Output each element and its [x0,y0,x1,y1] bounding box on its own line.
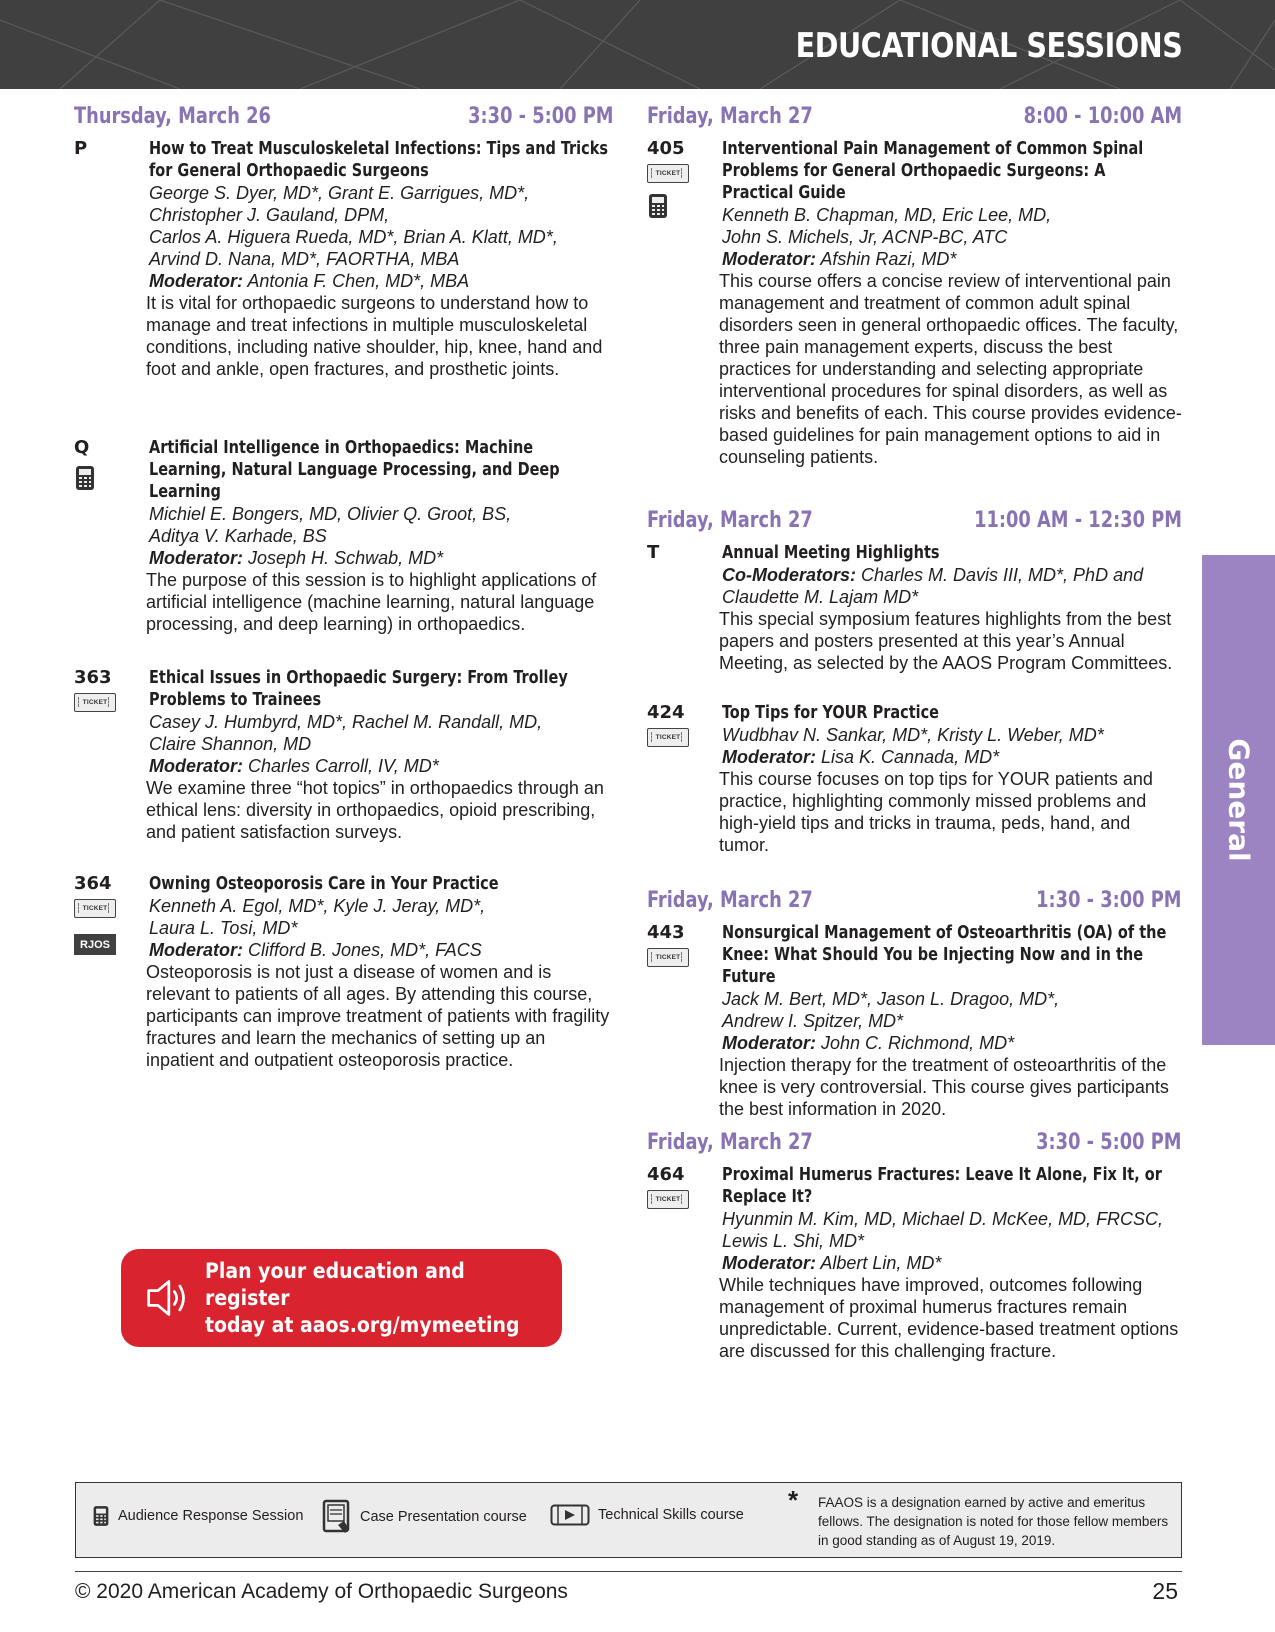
moderator-name: Lisa K. Cannada, MD* [821,747,1000,767]
session-t [647,542,1182,702]
section-side-tab [1202,555,1275,1045]
session-443 [647,922,1182,1130]
moderator-name: Albert Lin, MD* [820,1253,942,1273]
day-label: Friday, March 27 [647,1130,813,1155]
legend-audience-response [92,1504,303,1528]
moderator-label: Co-Moderators: [722,565,856,585]
faculty-line: Casey J. Humbyrd, MD*, Rachel M. Randall, MD, [149,712,543,732]
ticket-icon [647,948,689,967]
footer-divider [75,1571,1182,1572]
faculty-line: Jack M. Bert, MD*, Jason L. Dragoo, MD*, [722,989,1060,1009]
session-badges [647,1190,689,1209]
moderator-line [149,755,614,777]
register-line-1: Plan your education and register [204,1258,465,1310]
session-code: 424 [647,702,685,723]
legend-label: Audience Response Session [118,1508,304,1524]
session-title: How to Treat Musculoskeletal Infections: Tips and Tricks for General Orthopaedic Surgeons [149,139,608,181]
faculty-line: John S. Michels, Jr, ACNP-BC, ATC [722,227,1008,247]
faculty-line: Michiel E. Bongers, MD, Olivier Q. Groot, BS, [149,504,512,524]
moderator-label: Moderator: [149,271,243,291]
faculty-line: Christopher J. Gauland, DPM, [149,205,390,225]
day-label: Friday, March 27 [647,104,813,129]
faculty-line: Andrew I. Spitzer, MD* [722,1011,904,1031]
moderator-line [722,1252,1182,1274]
session-description: It is vital for orthopaedic surgeons to understand how to manage and treat infections in multiple musculoskeletal conditions, including native shoulder, hip, knee, hand and foot and ankle, open fractures, and prosthetic joints. [146,293,603,379]
session-title: Top Tips for YOUR Practice [722,703,940,723]
day-header [647,888,1182,922]
time-label: 11:00 AM - 12:30 PM [974,508,1182,533]
moderator-label: Moderator: [722,249,816,269]
ticket-label: TICKET [655,954,681,961]
copyright: © 2020 American Academy of Orthopaedic Surgeons [75,1580,568,1603]
session-description: We examine three “hot topics” in orthopaedics through an ethical lens: diversity in orthopaedics, opioid prescribing, and patient satisfaction surveys. [146,778,604,842]
session-title: Ethical Issues in Orthopaedic Surgery: From Trolley Problems to Trainees [149,668,568,710]
register-line-2: today at aaos.org/mymeeting [204,1312,520,1337]
moderator-label: Moderator: [722,1253,816,1273]
ticket-label: TICKET [655,170,681,177]
icon-legend [75,1482,1182,1558]
session-title: Annual Meeting Highlights [722,543,940,563]
legend-label: Technical Skills course [598,1507,744,1523]
moderator-name: Charles Carroll, IV, MD* [248,756,439,776]
day-label: Friday, March 27 [647,888,813,913]
session-code: 443 [647,922,685,943]
register-text [205,1258,527,1339]
moderator-name: John C. Richmond, MD* [821,1033,1015,1053]
faculty-line: George S. Dyer, MD*, Grant E. Garrigues, MD*, [149,183,530,203]
moderator-name: Clifford B. Jones, MD*, FACS [248,940,482,960]
rjos-badge: RJOS [74,934,116,955]
day-header [74,104,614,138]
moderator-line [722,248,1182,270]
session-badges [74,465,96,491]
session-badges [647,164,689,219]
right-column [647,104,1182,1362]
speaker-icon [145,1273,193,1323]
moderator-name: Joseph H. Schwab, MD* [248,548,444,568]
moderator-name: Afshin Razi, MD* [820,249,957,269]
ticket-icon [74,693,116,712]
session-424 [647,702,1182,888]
time-label: 3:30 - 5:00 PM [468,104,614,129]
session-code: P [74,138,88,159]
time-label: 1:30 - 3:00 PM [1036,888,1182,913]
session-description: This special symposium features highlights from the best papers and posters presented at this year’s Annual Meeting, as selected by the AAOS Program Committees. [719,609,1173,673]
session-title: Owning Osteoporosis Care in Your Practice [149,874,499,894]
page-header [0,0,1275,89]
session-364 [74,873,614,1071]
legend-label: Case Presentation course [360,1509,527,1525]
faculty-line: Lewis L. Shi, MD* [722,1231,865,1251]
moderator-line [722,746,1182,768]
session-405 [647,138,1182,508]
faculty-line: Carlos A. Higuera Rueda, MD*, Brian A. Klatt, MD*, [149,227,558,247]
ticket-label: TICKET [655,734,681,741]
faaos-note [788,1485,1178,1550]
ticket-label: TICKET [82,905,108,912]
page-number: 25 [1152,1578,1178,1604]
session-code: 363 [74,667,112,688]
faculty-line: Kenneth B. Chapman, MD, Eric Lee, MD, [722,205,1052,225]
faculty-line: Kenneth A. Egol, MD*, Kyle J. Jeray, MD*, [149,896,486,916]
moderator-label: Moderator: [149,756,243,776]
faculty-line: Aditya V. Karhade, BS [149,526,327,546]
session-description: The purpose of this session is to highlight applications of artificial intelligence (machine learning, natural language processing, and deep learning) in orthopaedics. [146,570,597,634]
session-code: T [647,542,660,563]
moderator-line [722,1032,1182,1054]
session-title: Nonsurgical Management of Osteoarthritis (OA) of the Knee: What Should You be Injecting Now and in the Future [722,923,1167,987]
session-badges [647,948,689,967]
ticket-label: TICKET [82,699,108,706]
faculty-line: Arvind D. Nana, MD*, FAORTHA, MBA [149,249,460,269]
session-p [74,138,614,437]
faculty-line: Claire Shannon, MD [149,734,312,754]
ticket-icon [647,1190,689,1209]
moderator-line [149,939,614,961]
case-presentation-icon [322,1499,352,1535]
session-title: Interventional Pain Management of Common Spinal Problems for General Orthopaedic Surgeons: A Practical Guide [722,139,1144,203]
moderator-line [149,547,614,569]
day-label: Friday, March 27 [647,508,813,533]
ticket-label: TICKET [655,1196,681,1203]
session-description: While techniques have improved, outcomes following management of proximal humerus fractures remain unpredictable. Current, evidence-based treatment options are discussed for this challenging fracture. [719,1275,1179,1361]
ticket-icon [74,899,116,918]
session-q [74,437,614,667]
session-description: This course focuses on top tips for YOUR patients and practice, highlighting commonly missed problems and high-yield tips and tricks in trauma, peds, hand, and tumor. [719,769,1153,855]
session-code: 405 [647,138,685,159]
moderator-label: Moderator: [722,1033,816,1053]
ticket-icon [647,164,689,183]
asterisk-icon: * [788,1485,799,1515]
faculty-line: Laura L. Tosi, MD* [149,918,298,938]
session-description: Injection therapy for the treatment of osteoarthritis of the knee is very controversial. This course gives participants the best information in 2020. [719,1055,1169,1119]
faaos-note-text: FAAOS is a designation earned by active and emeritus fellows. The designation is noted for those fellow members in good standing as of August 19, 2019. [818,1495,1169,1548]
audience-response-icon [92,1504,110,1528]
legend-technical-skills [550,1504,744,1526]
film-icon [550,1504,590,1526]
time-label: 8:00 - 10:00 AM [1023,104,1182,129]
legend-case-presentation [322,1499,527,1535]
ticket-icon [647,728,689,747]
day-header [647,508,1182,542]
moderator-label: Moderator: [149,940,243,960]
moderator-label: Moderator: [722,747,816,767]
session-description: Osteoporosis is not just a disease of women and is relevant to patients of all ages. By attending this course, participants can improve treatment of patients with fragility fractures and learn the mechanics of setting up an inpatient and outpatient osteoporosis practice. [146,962,610,1070]
session-badges [647,728,689,747]
session-description: This course offers a concise review of interventional pain management and treatment of common adult spinal disorders seen in general orthopaedic offices. The faculty, three pain management experts, discuss the best practices for understanding and selecting appropriate interventional procedures for spinal disorders, as well as risks and benefits of each. This course provides evidence-based guidelines for pain management options to aid in counseling patients. [719,271,1182,467]
session-title: Artificial Intelligence in Orthopaedics: Machine Learning, Natural Language Processing, and Deep Learning [149,438,560,502]
moderator-name: Antonia F. Chen, MD*, MBA [247,271,470,291]
day-label: Thursday, March 26 [74,104,271,129]
register-callout[interactable] [121,1249,562,1347]
session-code: Q [74,437,90,458]
audience-response-icon [647,193,669,219]
side-tab-label: General [1222,738,1255,862]
session-code: 464 [647,1164,685,1185]
session-title: Proximal Humerus Fractures: Leave It Alone, Fix It, or Replace It? [722,1165,1162,1207]
session-badges [74,899,116,955]
page-title: EDUCATIONAL SESSIONS [795,26,1182,66]
session-code: 364 [74,873,112,894]
faculty-line: Hyunmin M. Kim, MD, Michael D. McKee, MD, FRCSC, [722,1209,1164,1229]
moderator-name: Charles M. Davis III, MD*, PhD and Claudette M. Lajam MD* [722,565,1144,607]
moderator-label: Moderator: [149,548,243,568]
session-464 [647,1164,1182,1362]
day-header [647,104,1182,138]
session-363 [74,667,614,873]
session-badges [74,693,116,712]
time-label: 3:30 - 5:00 PM [1036,1130,1182,1155]
moderator-line [722,564,1182,608]
faculty-line: Wudbhav N. Sankar, MD*, Kristy L. Weber, MD* [722,725,1104,745]
day-header [647,1130,1182,1164]
left-column [74,104,614,1071]
audience-response-icon [74,465,96,491]
moderator-line [149,270,614,292]
